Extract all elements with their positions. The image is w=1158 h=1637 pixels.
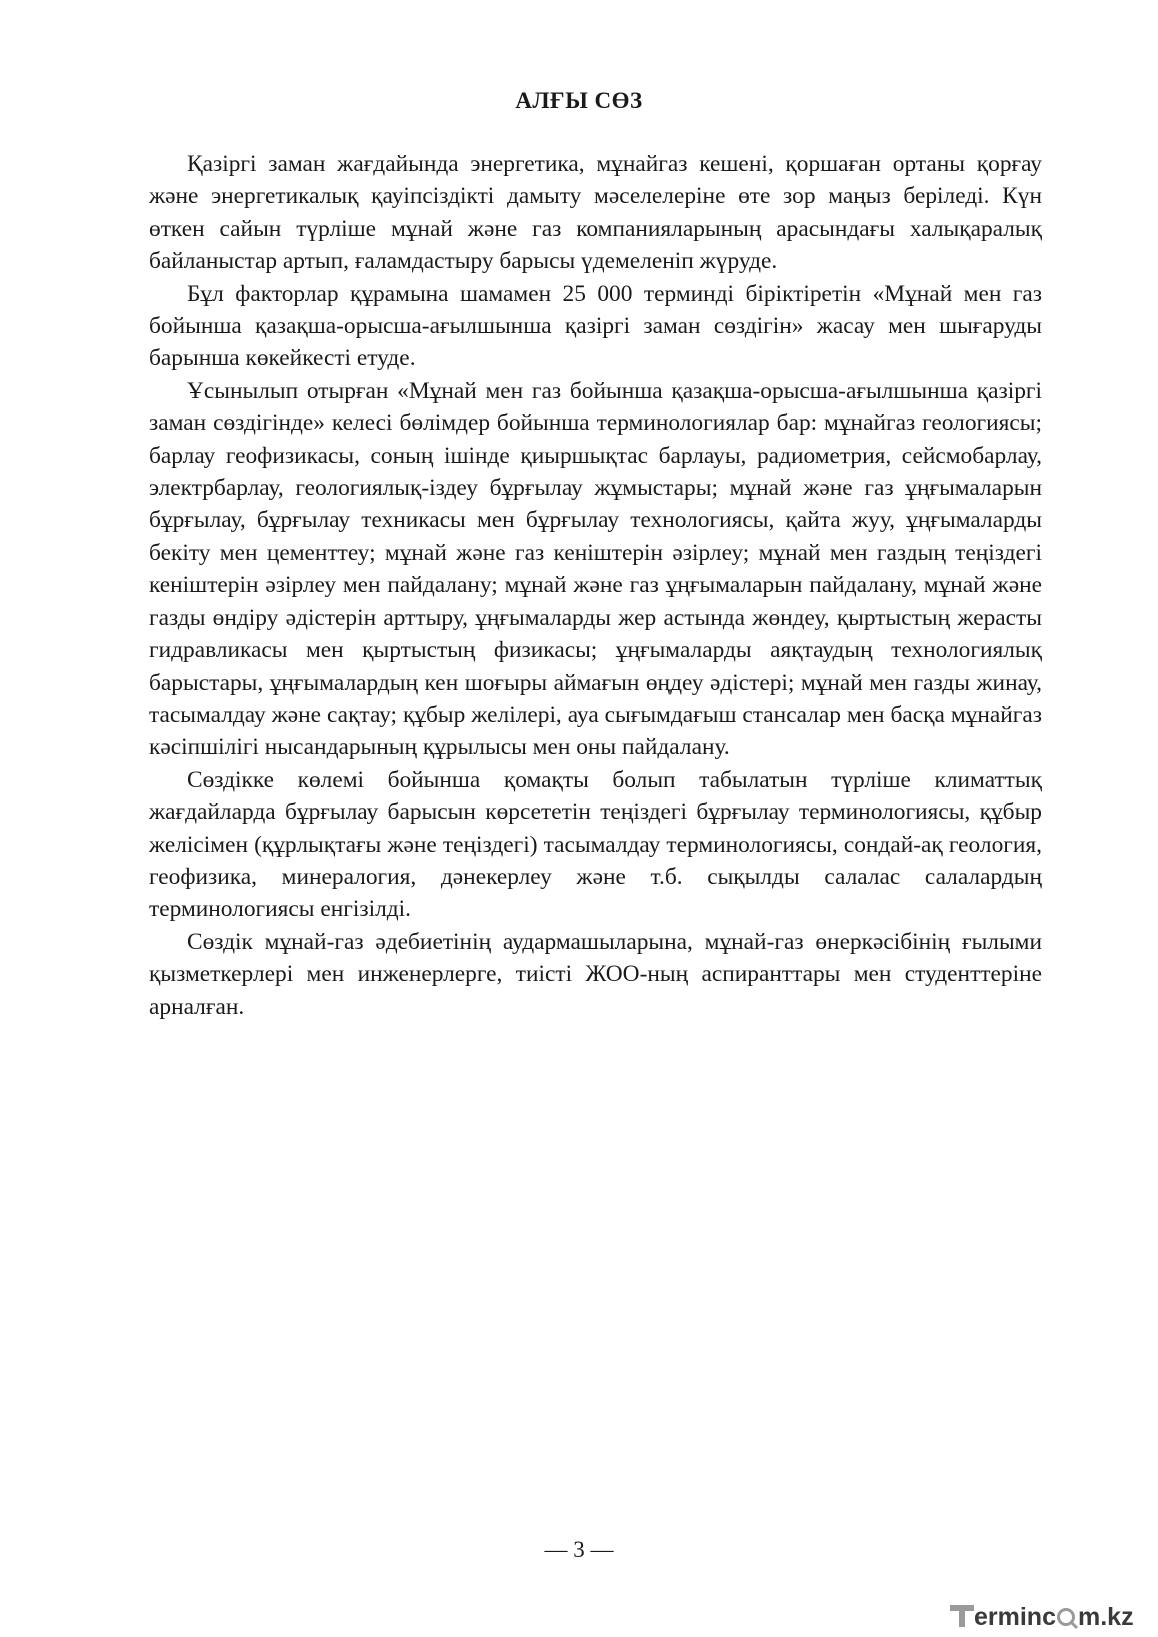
paragraph: Сөздік мұнай-газ әдебиетінің аудармашыларына, мұнай-газ өнеркәсібінің ғылыми қызметкерлері мен инженерлерге, тиісті ЖОО-ның аспиранттары мен студенттеріне арналған.: [149, 928, 1042, 1020]
page-title: АЛҒЫ СӨЗ: [515, 88, 643, 113]
svg-text:erminc: erminc: [974, 1603, 1056, 1631]
paragraph: Бұл факторлар құрамына шамамен 25 000 терминді біріктіретін «Мұнай мен газ бойынша қазақша-орысша-ағылшынша қазіргі заман сөздігін» жасау мен шығаруды барынша көкейкесті етуде.: [149, 280, 1042, 372]
termincom-logo-watermark: [948, 1596, 1148, 1632]
paragraph: Ұсынылып отырған «Мұнай мен газ бойынша қазақша-орысша-ағылшынша қазіргі заман сөздігінде» келесі бөлімдер бойынша терминологиялар бар: мұнайгаз геологиясы; барлау геофизикасы, соның ішінде қиыршықтас барлауы, радиометрия, сейсмобарлау, электрбарлау, геологиялық-іздеу бұрғылау жұмыстары; мұнай және газ ұңғымаларын бұрғылау, бұрғылау техникасы мен бұрғылау технологиясы, қайта жуу, ұңғымаларды бекіту мен цементтеу; мұнай және газ кеніштерін әзірлеу; мұнай мен газдың теңіздегі кеніштерін әзірлеу мен пайдалану; мұнай және газ ұңғымаларын пайдалану, мұнай және газды өндіру әдістерін арттыру, ұңғымаларды жер астында жөндеу, қыртыстың жерасты гидравликасы мен қыртыстың физикасы; ұңғымаларды аяқтаудың технологиялық барыстары, ұңғымалардың кен шоғыры аймағын өңдеу әдістері; мұнай мен газды жинау, тасымалдау және сақтау; құбыр желілері, ауа сығымдағыш станcалар мен басқа мұнайгаз кәсіпшілігі нысандарының құрылысы мен оны пайдалану.: [149, 377, 1042, 761]
paragraph: Сөздікке көлемі бойынша қомақты болып табылатын түрліше климаттық жағдайларда бұрғылау барысын көрсететін теңіздегі бұрғылау терминологиясы, құбыр желісімен (құрлықтағы және теңіздегі) тасымалдау терминологиясы, сондай-ақ геология, геофизика, минералогия, дәнекерлеу және т.б. сықылды салалас салалардың терминологиясы енгізілді.: [149, 766, 1042, 923]
page-number: — 3 —: [544, 1537, 614, 1562]
body-text: [149, 148, 1042, 1023]
svg-text:m.kz: m.kz: [1078, 1603, 1134, 1631]
paragraph: Қазіргі заман жағдайында энергетика, мұнайгаз кешені, қоршаған ортаны қорғау және энергетикалық қауіпсіздікті дамыту мәселелеріне өте зор маңыз беріледі. Күн өткен сайын түрліше мұнай және газ компанияларының арасындағы халықаралық байланыстар артып, ғаламдастыру барысы үдемеленіп жүруде.: [149, 151, 1042, 275]
